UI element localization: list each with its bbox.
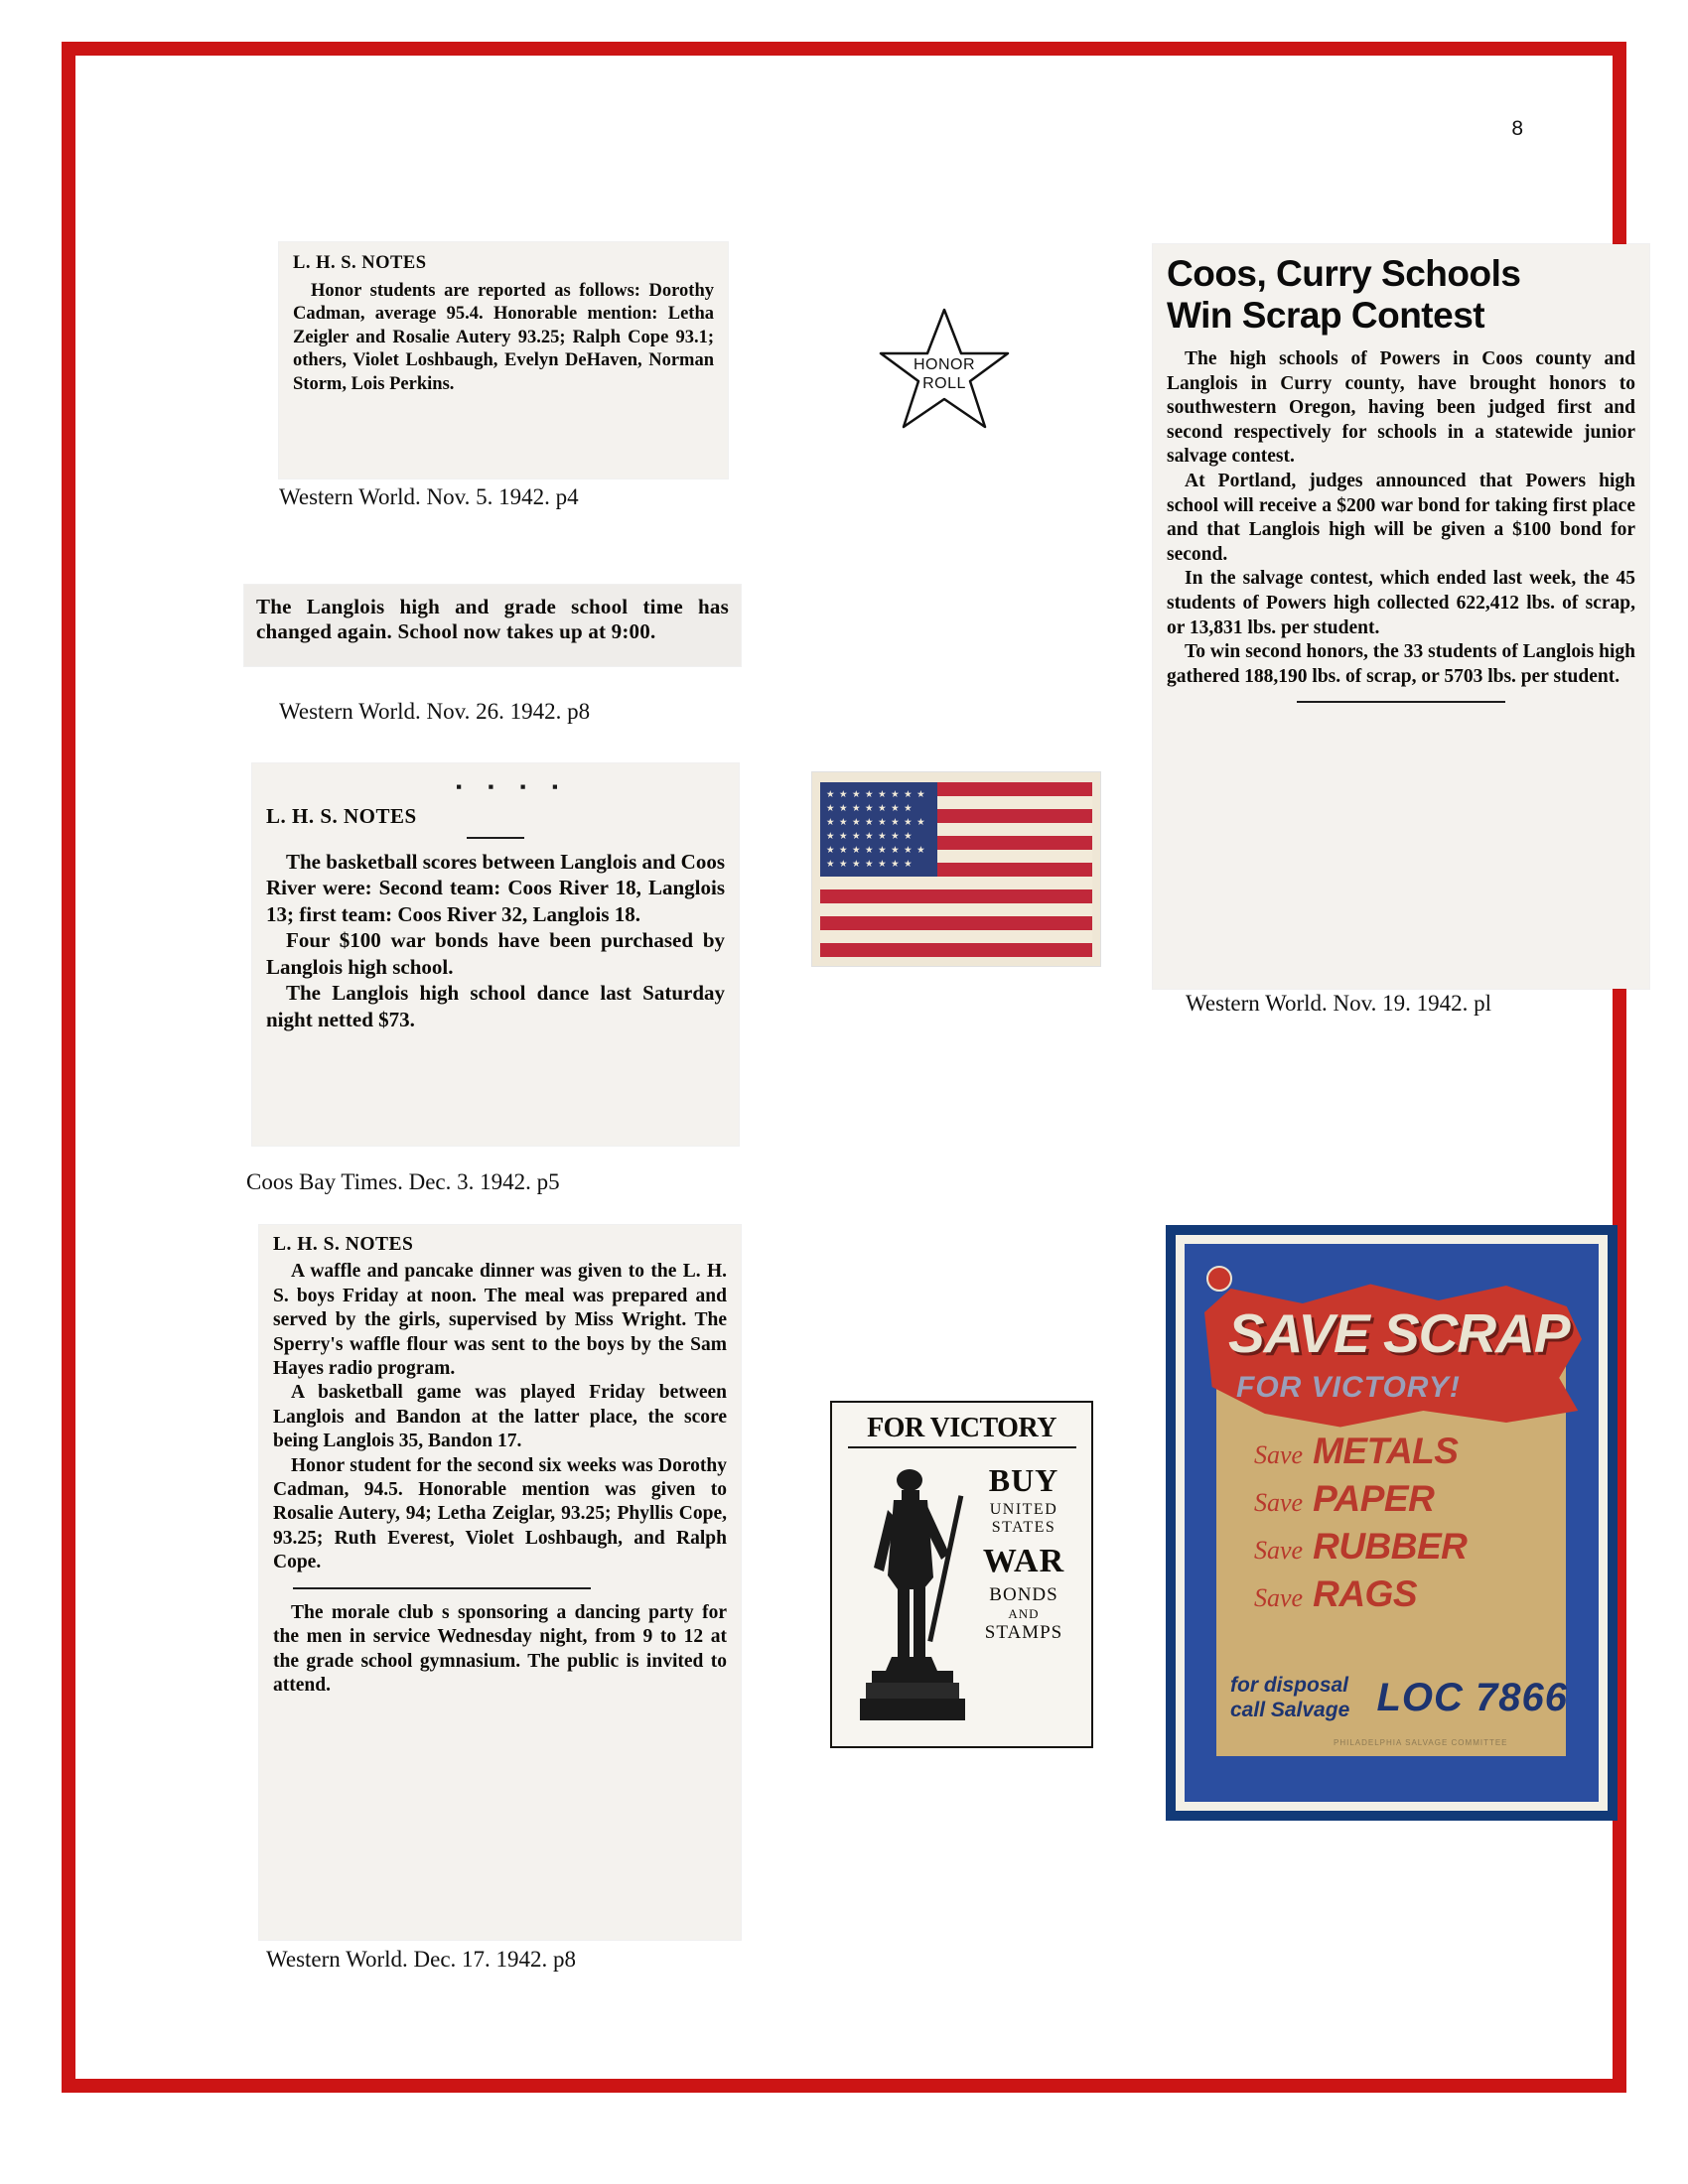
divider-rule xyxy=(848,1446,1076,1448)
clipping-school-time xyxy=(244,585,741,666)
clipping-paragraph: Honor student for the second six weeks was Dorothy Cadman, 94.5. Honorable mention was given to Rosalie Autery, 94; Letha Zeiglar, 93.25; Phyllis Cope, 93.25; Ruth Everest, Violet Loshbaugh, and Ralph Cope. xyxy=(273,1454,727,1573)
poster-blue-field xyxy=(1185,1244,1599,1802)
poster-subtitle: FOR VICTORY! xyxy=(1236,1371,1461,1404)
page-number: 8 xyxy=(1511,117,1523,140)
clipping-paragraph: Four $100 war bonds have been purchased by Langlois high school. xyxy=(266,928,725,979)
flag-star-row: ★★★★★★★★ xyxy=(826,790,930,800)
poster-bonds-label: BONDS xyxy=(989,1584,1058,1605)
save-item-label: METALS xyxy=(1313,1431,1459,1471)
poster-disposal-text: for disposal call Salvage xyxy=(1230,1674,1350,1721)
clipping-paragraph: To win second honors, the 33 students of Langlois high gathered 188,190 lbs. of scrap, or 5703 lbs. per student. xyxy=(1167,641,1635,687)
list-item xyxy=(1254,1431,1562,1478)
caption-lhs-notes-nov5: Western World. Nov. 5. 1942. p4 xyxy=(279,484,579,509)
poster-item-list xyxy=(1254,1431,1562,1621)
poster-buy-label: BUY xyxy=(988,1462,1059,1498)
clipping-headline: L. H. S. NOTES xyxy=(266,804,417,828)
divider-rule xyxy=(293,1587,591,1589)
clipping-headline: L. H. S. NOTES xyxy=(293,253,427,273)
clipping-paragraph: At Portland, judges announced that Powers high school will receive a $200 war bond for taking first place and that Langlois high will be given a $100 bond for second. xyxy=(1167,470,1635,565)
minuteman-statue-icon xyxy=(858,1458,967,1731)
clipping-lhs-notes-dec17 xyxy=(259,1225,741,1940)
poster-text-column xyxy=(964,1462,1083,1644)
clipping-paragraph: The high schools of Powers in Coos county and Langlois in Curry county, have brought honors to southwestern Oregon, having been judged first and second respectively for schools in a statewide junior salvage contest. xyxy=(1167,348,1635,468)
page-frame xyxy=(62,42,1635,2093)
clipping-headline-line1: Coos, Curry Schools xyxy=(1167,253,1521,294)
page-content xyxy=(75,56,1635,2079)
poster-body xyxy=(832,1458,1091,1746)
clipping-paragraph: A basketball game was played Friday between Langlois and Bandon at the latter place, the score being Langlois 35, Bandon 17. xyxy=(273,1382,727,1452)
decorative-dots: ▪ ▪ ▪ ▪ xyxy=(456,777,569,796)
honor-roll-star-icon xyxy=(875,304,1014,438)
save-word: Save xyxy=(1254,1536,1304,1565)
poster-war-label: WAR xyxy=(982,1543,1065,1579)
clipping-paragraph: In the salvage contest, which ended last week, the 45 students of Powers high collected 622,412 lbs. of scrap, or 13,831 lbs. per student. xyxy=(1167,568,1635,638)
flag-star-row: ★★★★★★★★ xyxy=(826,818,930,828)
flag-canton xyxy=(820,782,937,877)
clipping-scrap-contest xyxy=(1153,244,1649,989)
caption-school-time: Western World. Nov. 26. 1942. p8 xyxy=(279,699,591,724)
poster-footer xyxy=(1230,1673,1568,1722)
us-flag-image xyxy=(812,772,1100,966)
list-item xyxy=(1254,1526,1562,1573)
divider-rule xyxy=(467,837,524,839)
clipping-paragraph: A waffle and pancake dinner was given to the L. H. S. boys Friday at noon. The meal was prepared and served by the girls, supervised by Miss Wright. The Sperry's waffle flour was sent to the boys by the Sam Hayes radio program. xyxy=(273,1261,727,1380)
save-item-label: RUBBER xyxy=(1313,1526,1468,1567)
salvage-emblem-icon xyxy=(1206,1266,1232,1292)
flag-star-row: ★★★★★★★ xyxy=(826,860,917,870)
clipping-headline: L. H. S. NOTES xyxy=(273,1234,414,1255)
poster-states-label: STATES xyxy=(991,1519,1056,1536)
poster-for-victory xyxy=(830,1401,1093,1748)
save-word: Save xyxy=(1254,1488,1304,1517)
clipping-lhs-notes-nov5 xyxy=(279,242,728,478)
clipping-paragraph: The Langlois high school dance last Saturday night netted $73. xyxy=(266,981,725,1031)
save-item-label: PAPER xyxy=(1313,1478,1435,1519)
poster-and-label: AND xyxy=(1008,1606,1040,1621)
flag-star-row: ★★★★★★★ xyxy=(826,804,917,814)
poster-credit-line: PHILADELPHIA SALVAGE COMMITTEE xyxy=(1334,1738,1508,1747)
flag-field xyxy=(820,782,1092,957)
poster-united-label: UNITED xyxy=(989,1501,1058,1518)
clipping-paragraph: Honor students are reported as follows: Dorothy Cadman, average 95.4. Honorable mention: Letha Zeigler and Rosalie Autery 93.25; Ralph Cope 93.1; others, Violet Loshbaugh, Evelyn DeHaven, Norman Storm, Lois Perkins. xyxy=(293,280,714,394)
save-word: Save xyxy=(1254,1440,1304,1469)
caption-lhs-notes-dec17: Western World. Dec. 17. 1942. p8 xyxy=(266,1947,577,1972)
list-item xyxy=(1254,1573,1562,1621)
clipping-headline-line2: Win Scrap Contest xyxy=(1167,295,1485,336)
flag-star-row: ★★★★★★★ xyxy=(826,832,917,842)
clipping-paragraph: The Langlois high and grade school time has changed again. School now takes up at 9:00. xyxy=(256,595,729,643)
clipping-lhs-notes-basketball xyxy=(252,763,739,1146)
poster-stamps-label: STAMPS xyxy=(984,1622,1063,1643)
divider-rule xyxy=(1297,701,1505,703)
poster-title: FOR VICTORY xyxy=(867,1413,1056,1443)
save-word: Save xyxy=(1254,1583,1304,1612)
list-item xyxy=(1254,1478,1562,1526)
caption-lhs-notes-basketball: Coos Bay Times. Dec. 3. 1942. p5 xyxy=(246,1169,560,1194)
poster-save-scrap xyxy=(1166,1225,1618,1821)
poster-code-label: LOC 7866 xyxy=(1376,1675,1568,1719)
honor-roll-label: HONOR ROLL xyxy=(913,356,976,392)
clipping-paragraph: The basketball scores between Langlois and Coos River were: Second team: Coos River 18, Langlois 13; first team: Coos River 32, Langlois 18. xyxy=(266,849,725,926)
clipping-paragraph: The morale club s sponsoring a dancing party for the men in service Wednesday night, from 9 to 12 at the grade school gymnasium. The public is invited to attend. xyxy=(273,1601,727,1696)
flag-star-row: ★★★★★★★★ xyxy=(826,846,930,856)
caption-scrap-contest: Western World. Nov. 19. 1942. pl xyxy=(1186,991,1492,1016)
save-item-label: RAGS xyxy=(1313,1573,1417,1614)
poster-title: SAVE SCRAP xyxy=(1228,1302,1570,1364)
